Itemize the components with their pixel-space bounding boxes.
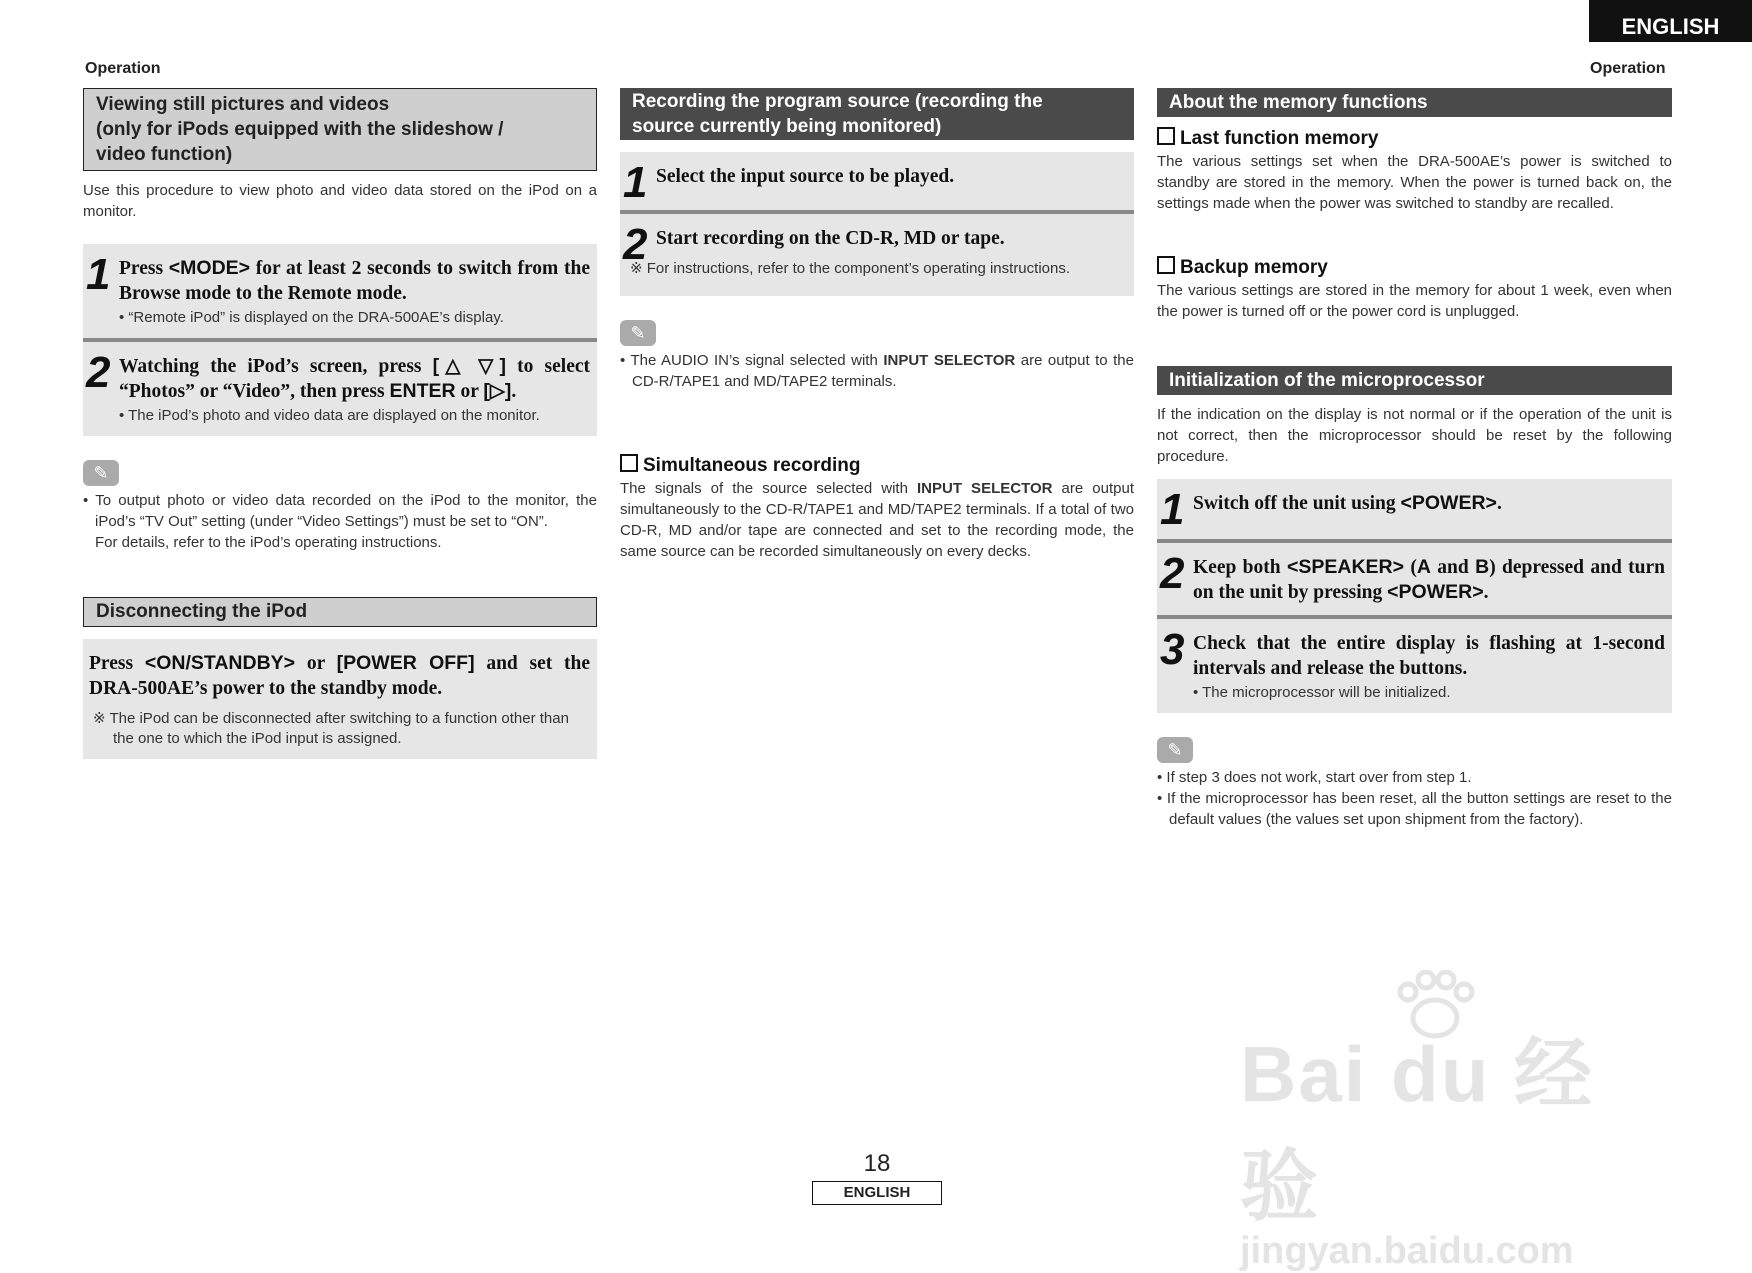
note-bullet-1: • If step 3 does not work, start over from step 1. <box>1157 769 1472 786</box>
column-left <box>83 88 597 759</box>
step-text: Start recording on the CD-R, MD or tape. <box>656 228 1005 249</box>
note-continuation: For details, refer to the iPod’s operating instructions. <box>95 534 442 551</box>
title-line-2: source currently being monitored) <box>632 116 942 137</box>
disconnect-text: Press <ON/STANDBY> or [POWER OFF] and set the DRA-500AE’s power to the standby mode. <box>89 652 591 699</box>
section-title-memory: About the memory functions <box>1157 88 1672 117</box>
step-text: Press <MODE> for at least 2 seconds to switch from the Browse mode to the Remote mode. <box>119 257 590 304</box>
column-right <box>1157 88 1672 830</box>
backup-text: The various settings are stored in the memory for about 1 week, even when the power is turned off or the power cord is unplugged. <box>1157 282 1672 320</box>
note-bullet: • To output photo or video data recorded on the iPod to the monitor, the iPod’s “TV Out” setting (under “Video Settings”) must be set to “ON”. <box>83 492 597 530</box>
step-text: Check that the entire display is flashing at 1-second intervals and release the buttons. <box>1193 633 1665 679</box>
checkbox-square-icon <box>1157 256 1175 274</box>
intro-text: Use this procedure to view photo and video data stored on the iPod on a monitor. <box>83 182 597 220</box>
column-middle <box>620 88 1134 562</box>
step-reference: ※ For instructions, refer to the component’s operating instructions. <box>630 260 1071 277</box>
simultaneous-text: The signals of the source selected with INPUT SELECTOR are output simultaneously to the CD-R/TAPE1 and MD/TAPE2 terminals. If a total of two CD-R, MD and/or tape are connected and set to the recording mode, the same source can be recorded simultaneously on every decks. <box>620 480 1134 560</box>
paw-icon <box>1390 970 1480 1040</box>
initialization-text: If the indication on the display is not normal or if the operation of the unit is not correct, then the microprocessor should be reset by the following procedure. <box>1157 406 1672 465</box>
running-head-left: Operation <box>85 60 161 77</box>
watermark-bottom-text: jingyan.baidu.com <box>1240 1230 1574 1272</box>
step-2 <box>83 338 597 436</box>
step-number: 1 <box>1160 485 1185 534</box>
step-text: Keep both <SPEAKER> (A and B) depressed and turn on the unit by pressing <POWER>. <box>1193 556 1665 603</box>
step-3 <box>1157 615 1672 713</box>
watermark-top-text: Bai du 经验 <box>1240 1030 1595 1230</box>
step-number: 1 <box>86 250 111 299</box>
step-number: 2 <box>1160 549 1185 598</box>
step-note: • The iPod’s photo and video data are displayed on the monitor. <box>119 407 540 424</box>
step-text: Select the input source to be played. <box>656 166 955 187</box>
step-number: 3 <box>1160 625 1185 674</box>
subheading-simultaneous: Simultaneous recording <box>620 454 1134 478</box>
section-title-viewing <box>83 88 597 171</box>
disconnect-box <box>83 639 597 759</box>
language-tab: ENGLISH <box>1589 0 1752 42</box>
section-title-disconnecting: Disconnecting the iPod <box>83 597 597 627</box>
pencil-note-icon: ✎ <box>83 460 119 486</box>
step-number: 2 <box>623 220 648 269</box>
disconnect-reference: ※ The iPod can be disconnected after switching to a function other than the one to which the iPod input is assigned. <box>93 710 569 747</box>
step-1 <box>83 244 597 338</box>
title-line-3: video function) <box>96 144 233 165</box>
pencil-note-icon: ✎ <box>620 320 656 346</box>
running-head-right: Operation <box>1590 60 1666 77</box>
baidu-watermark <box>1240 980 1660 1272</box>
step-2 <box>1157 539 1672 615</box>
step-number: 2 <box>86 348 111 397</box>
subheading-backup: Backup memory <box>1157 256 1672 280</box>
step-number: 1 <box>623 158 648 207</box>
step-note: • The microprocessor will be initialized. <box>1193 684 1451 701</box>
title-line-2: (only for iPods equipped with the slideshow / <box>96 119 504 140</box>
pencil-note-icon: ✎ <box>1157 737 1193 763</box>
checkbox-square-icon <box>1157 127 1175 145</box>
step-1 <box>620 152 1134 210</box>
page-number: 18 <box>863 1150 891 1177</box>
section-title-initialization: Initialization of the microprocessor <box>1157 366 1672 395</box>
step-note: • “Remote iPod” is displayed on the DRA-500AE’s display. <box>119 309 504 326</box>
title-line-1: Recording the program source (recording the <box>632 91 1043 112</box>
section-title-recording <box>620 88 1134 140</box>
last-function-text: The various settings set when the DRA-500AE’s power is switched to standby are stored in the memory. When the power is turned back on, the settings made when the power was switched to standby are recalled. <box>1157 153 1672 212</box>
step-text: Watching the iPod’s screen, press [△ ▽] to select “Photos” or “Video”, then press ENTER or [▷]. <box>119 355 591 402</box>
note-bullet-2: • If the microprocessor has been reset, all the button settings are reset to the default values (the values set upon shipment from the factory). <box>1157 790 1672 828</box>
step-text: Switch off the unit using <POWER>. <box>1193 492 1502 514</box>
step-2 <box>620 210 1134 296</box>
title-line-1: Viewing still pictures and videos <box>96 94 390 115</box>
subheading-last-function: Last function memory <box>1157 127 1672 151</box>
checkbox-square-icon <box>620 454 638 472</box>
note-bullet: • The AUDIO IN’s signal selected with INPUT SELECTOR are output to the CD-R/TAPE1 and MD/TAPE2 terminals. <box>620 352 1134 390</box>
step-1 <box>1157 479 1672 539</box>
footer-language-box: ENGLISH <box>812 1181 942 1205</box>
